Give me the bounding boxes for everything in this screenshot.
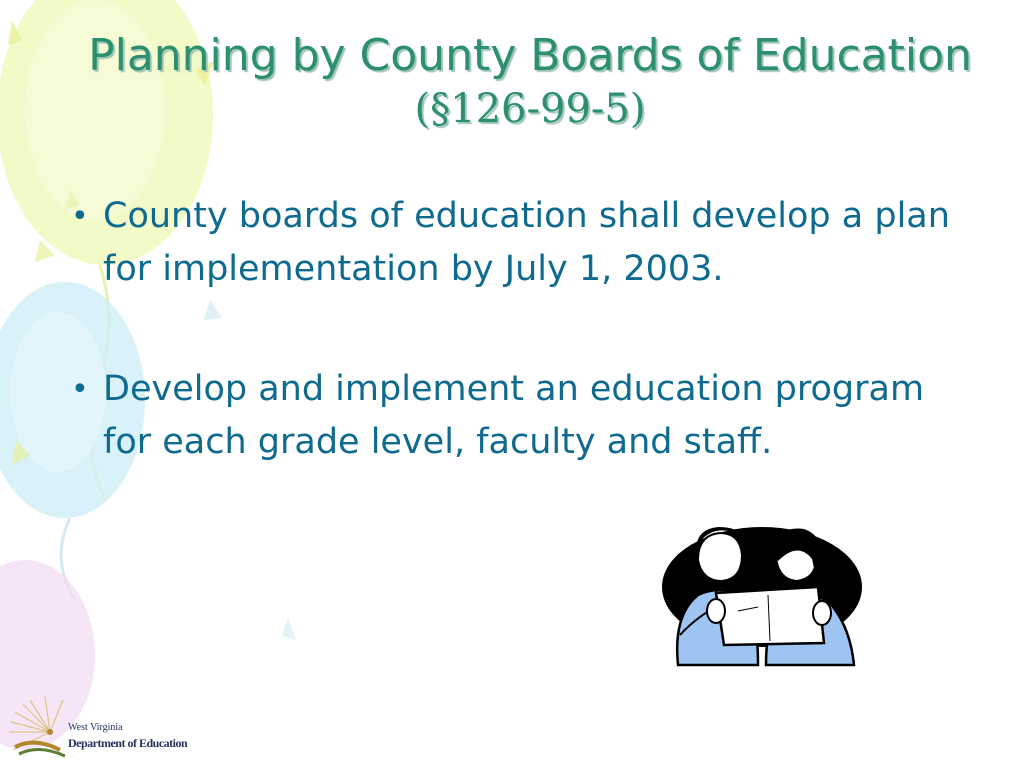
bullet-item	[68, 363, 968, 469]
people-reading-document-icon	[658, 515, 863, 675]
logo-text-state: West Virginia	[68, 722, 123, 733]
title-section-reference: (§126-99-5)	[414, 86, 646, 132]
sunburst-icon	[5, 692, 75, 762]
bullet-text: County boards of education shall develop a plan for implementation by July 1, 2003.	[103, 196, 950, 289]
bullet-icon: •	[71, 199, 89, 234]
bullet-list	[68, 190, 968, 469]
bullet-icon: •	[71, 372, 89, 407]
logo-text-department: Department of Education	[68, 736, 188, 750]
west-virginia-education-logo	[5, 692, 188, 762]
slide-title	[60, 30, 1000, 135]
bullet-text: Develop and implement an education program for each grade level, faculty and staff.	[103, 369, 925, 462]
bullet-item	[68, 190, 968, 296]
title-main: Planning by County Boards of Education	[88, 30, 972, 81]
